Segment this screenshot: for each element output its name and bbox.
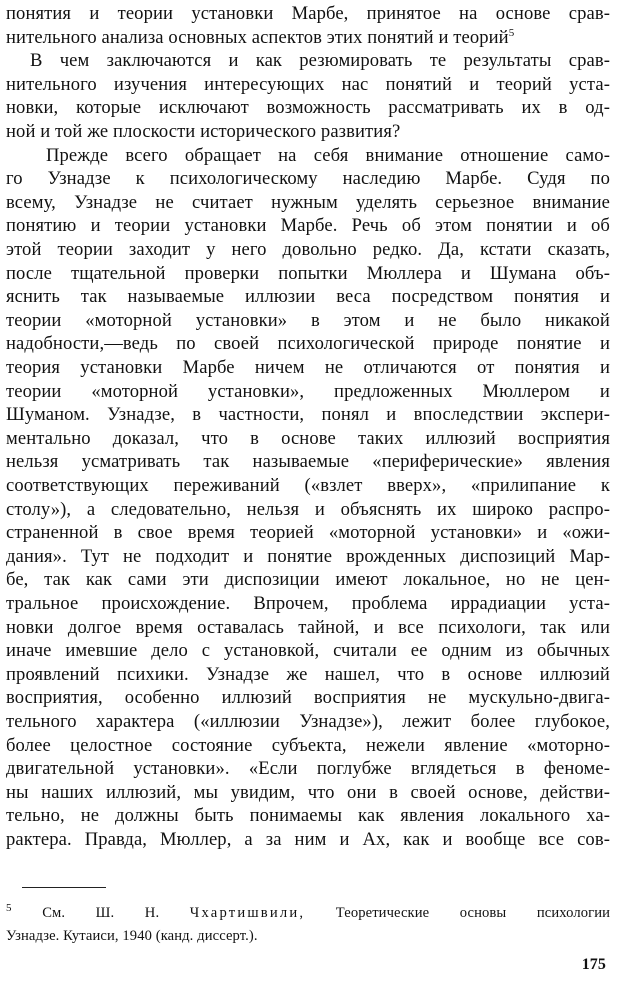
text-line-content: иначе имевшие дело с установкой, считали ее одним из обычных bbox=[6, 640, 610, 662]
text-line-content: рактера. Правда, Мюллер, а за ним и Ах, как и вообще все сов- bbox=[6, 829, 610, 850]
text-line bbox=[6, 167, 610, 191]
text-line-content: надобности,—ведь по своей психологической природе понятие и bbox=[6, 333, 610, 355]
text-line-content: тральное происхождение. Впрочем, проблема иррадиации уста- bbox=[6, 593, 610, 614]
text-line-content: понятия и теории установки Марбе, принятое на основе срав- bbox=[6, 3, 610, 24]
footnote-reference: 5 bbox=[508, 26, 515, 39]
text-line-content: новки, которые исключают возможность рассматривать их в од- bbox=[6, 97, 610, 119]
text-line bbox=[6, 191, 610, 215]
text-line-content: тельного характера («иллюзии Узнадзе»), лежит более глубокое, bbox=[6, 711, 610, 732]
text-line-content: столу»), а следовательно, нельзя и объяснять их широко распро- bbox=[6, 498, 610, 520]
text-line-content: нительного анализа основных аспектов этих понятий и теорий bbox=[6, 26, 509, 48]
text-line bbox=[6, 450, 610, 474]
text-line-content: тельно, не должны быть понимаемы как явления локального ха- bbox=[6, 805, 610, 827]
text-line-content: соответствующих переживаний («взлет вверх», «прилипание к bbox=[6, 475, 610, 496]
text-line-content: В чем заключаются и как резюмировать те результаты срав- bbox=[30, 50, 610, 72]
footnote-author: Чхартишвили, bbox=[189, 905, 306, 921]
text-line bbox=[6, 663, 610, 687]
footnote-line-2: Узнадзе. Кутаиси, 1940 (канд. диссерт.). bbox=[6, 928, 258, 944]
text-line bbox=[6, 804, 610, 828]
text-line bbox=[6, 332, 610, 356]
footnote-title: Теоретические основы психологии bbox=[335, 905, 610, 921]
text-line-content: нельзя усматривать так называемые «периферические» явления bbox=[6, 451, 610, 473]
text-line bbox=[6, 214, 610, 238]
text-line bbox=[6, 828, 610, 852]
text-line-content: го Узнадзе к психологическому наследию Марбе. Судя по bbox=[6, 168, 610, 190]
text-line-content: проявлений психики. Узнадзе же нашел, что в основе иллюзий bbox=[6, 663, 610, 685]
text-line bbox=[6, 262, 610, 286]
footnote-line-1 bbox=[6, 902, 610, 924]
text-line bbox=[6, 356, 610, 380]
text-line bbox=[6, 96, 610, 120]
text-line-content: Прежде всего обращает на себя внимание отношение само- bbox=[46, 144, 610, 166]
text-line bbox=[6, 120, 610, 144]
text-line bbox=[6, 403, 610, 427]
text-line bbox=[6, 144, 610, 168]
text-line bbox=[6, 26, 610, 50]
text-line-content: яснить так называемые иллюзии веса посредством понятия и bbox=[6, 286, 610, 308]
text-line-content: теории «моторной установки», предложенных Мюллером и bbox=[6, 380, 610, 402]
footnote-divider bbox=[22, 887, 106, 888]
text-line bbox=[6, 380, 610, 404]
text-line bbox=[6, 592, 610, 616]
text-line-content: страненной в свое время теорией «моторной установки» и «ожи- bbox=[6, 522, 610, 544]
footnote-prefix: См. Ш. Н. bbox=[42, 905, 160, 921]
text-line bbox=[6, 545, 610, 569]
text-line-content: Шуманом. Узнадзе, в частности, понял и впоследствии экспери- bbox=[6, 404, 610, 426]
text-line-content: нительного изучения интересующих нас понятий и теорий уста- bbox=[6, 73, 610, 95]
text-line-content: этой теории заходит у него довольно редко. Да, кстати сказать, bbox=[6, 239, 610, 260]
text-line bbox=[6, 238, 610, 262]
text-line bbox=[6, 616, 610, 640]
text-line bbox=[6, 474, 610, 498]
text-line-content: ной и той же плоскости исторического развития? bbox=[6, 121, 401, 142]
text-line bbox=[6, 498, 610, 522]
text-line bbox=[6, 73, 610, 97]
text-line bbox=[6, 427, 610, 451]
text-line bbox=[6, 757, 610, 781]
text-line bbox=[6, 568, 610, 592]
text-line-content: теория установки Марбе ничем не отличаются от понятия и bbox=[6, 357, 610, 378]
text-line-content: понятию и теории установки Марбе. Речь об этом понятии и об bbox=[6, 215, 610, 237]
text-line-content: двигательной установки». «Если поглубже вглядеться в феноме- bbox=[6, 758, 610, 780]
text-line bbox=[6, 285, 610, 309]
text-line-content: бе, так как сами эти диспозиции имеют локальное, но не цен- bbox=[6, 569, 610, 591]
footnote-marker: 5 bbox=[6, 902, 12, 915]
text-line-content: после тщательной проверки попытки Мюллера и Шумана объ- bbox=[6, 262, 610, 284]
text-line-content: ны наших иллюзий, мы увидим, что они в своей основе, действи- bbox=[6, 781, 610, 803]
text-line bbox=[6, 710, 610, 734]
text-line bbox=[6, 734, 610, 758]
text-line bbox=[6, 309, 610, 333]
text-line bbox=[6, 2, 610, 26]
text-line-content: дания». Тут не подходит и понятие врожденных диспозиций Мар- bbox=[6, 545, 610, 567]
text-line-content: восприятия, особенно иллюзий восприятия не мускульно-двига- bbox=[6, 687, 610, 709]
page-number: 175 bbox=[581, 956, 606, 973]
text-line-content: ментально доказал, что в основе таких иллюзий восприятия bbox=[6, 427, 610, 449]
text-line bbox=[6, 781, 610, 805]
text-line bbox=[6, 639, 610, 663]
text-line-content: более целостное состояние субъекта, нежели явление «моторно- bbox=[6, 734, 610, 756]
text-line-content: всему, Узнадзе не считает нужным уделять серьезное внимание bbox=[6, 191, 610, 213]
text-line-content: новки долгое время оставалась тайной, и все психологи, так или bbox=[6, 616, 610, 638]
text-line bbox=[6, 521, 610, 545]
text-line-content: теории «моторной установки» в этом и не было никакой bbox=[6, 309, 610, 331]
text-line bbox=[6, 686, 610, 710]
text-line bbox=[6, 49, 610, 73]
